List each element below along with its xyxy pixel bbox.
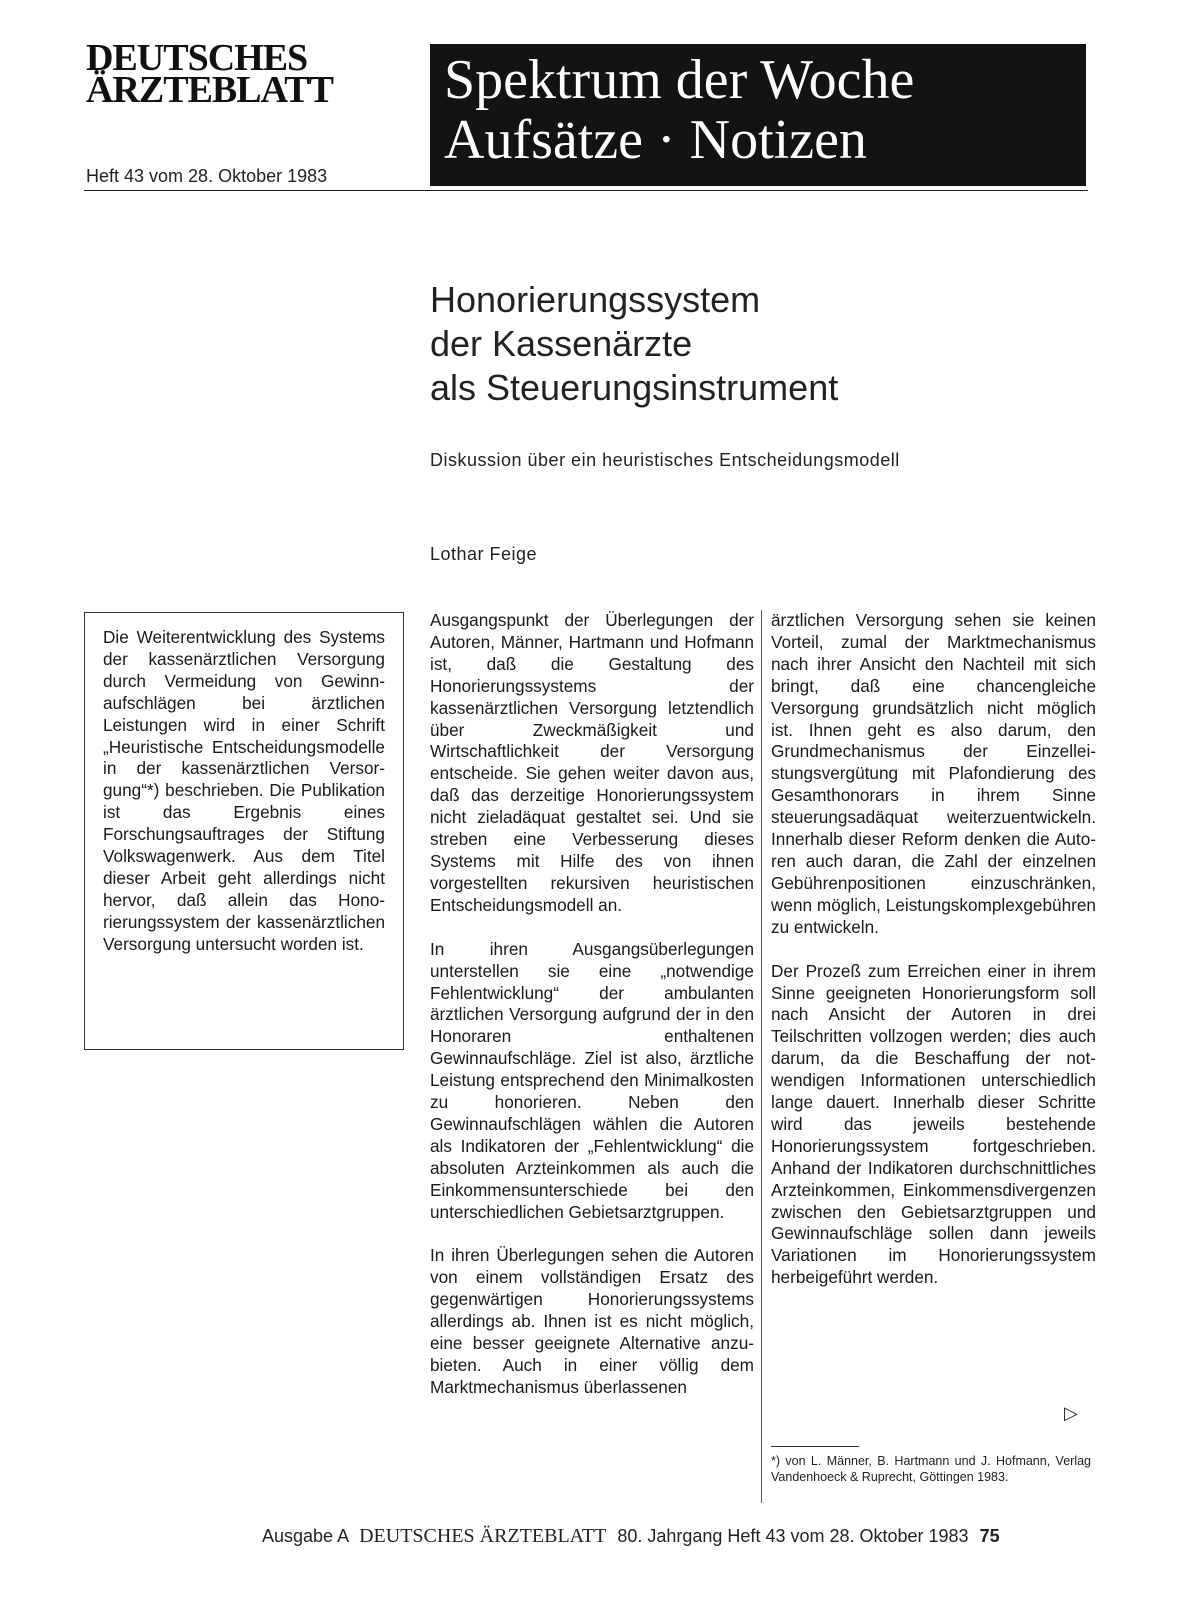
column1-paragraph-1: Ausgangspunkt der Überlegungen der Autoren, Männer, Hartmann und Hofmann ist, daß die Gestaltung des Honorierungssystems der kassenärztlichen Versorgung letztendlich über Zweckmäßigkeit und Wirtschaftlichkeit der Versorgung entscheide. Sie gehen weiter davon aus, daß das derzeitige Honorierungssystem nicht zieladäquat gestaltet sei. Und sie streben eine Verbesserung dieses Systems mit Hilfe des von ihnen vorgestellten rekursiven heuristischen Entscheidungsmodell an. [430, 610, 754, 915]
masthead-line-1: DEUTSCHES [86, 37, 308, 79]
page-footer [262, 1525, 1000, 1548]
abstract-text: Die Weiterentwicklung des Systems der kassenärztlichen Versorgung durch Vermeidung von Gewinnaufschlägen bei ärztlichen Leistungen wird in einer Schrift „Heuristische Entscheidungsmodelle in der kassenärztlichen Versorgung“*) beschrieben. Die Publikation ist das Ergebnis eines Forschungsauftrages der Stiftung Volkswagenwerk. Aus dem Titel dieser Arbeit geht allerdings nicht hervor, daß allein das Honorierungssystem der kassenärztlichen Versorgung untersucht worden ist. [103, 627, 385, 954]
abstract-box [84, 612, 404, 1050]
text-column-2 [771, 610, 1096, 1311]
column2-paragraph-1: ärztlichen Versorgung sehen sie keinen Vorteil, zumal der Marktmechanismus nach ihrer Ansicht den Nachteil mit sich bringt, daß eine chancengleiche Versorgung grundsätzlich nicht möglich ist. Ihnen geht es also darum, den Grundmechanismus der Einzelleistungsvergütung mit Plafondierung des Gesamthonorars in ihrem Sinne steuerungsadäquat weiterzuentwickeln. Innerhalb dieser Reform denken die Autoren auch daran, die Zahl der einzelnen Gebührenpositionen einzuschränken, wenn möglich, Leistungskomplexgebühren zu entwickeln. [771, 610, 1096, 937]
issue-line: Heft 43 vom 28. Oktober 1983 [86, 166, 328, 186]
column2-paragraph-2: Der Prozeß zum Erreichen einer in ihrem Sinne geeigneten Honorierungsform soll nach Ansicht der Autoren in drei Teilschritten vollzogen werden; dies auch darum, da die Beschaffung der notwendigen Informationen unterschiedlich lange dauert. Innerhalb dieser Schritte wird das jeweils bestehende Honorierungssystem fortgeschrieben. Anhand der Indikatoren durchschnittliches Arzteinkommen, Einkommensdivergenzen zwischen den Gebietsarztgruppen und Gewinnaufschläge sollen dann jeweils Variationen im Honorierungssystem herbeigeführt werden. [771, 960, 1096, 1288]
footnote-divider [771, 1446, 859, 1447]
title-line-3: als Steuerungsinstrument [430, 367, 839, 408]
journal-masthead [86, 37, 406, 111]
continue-arrow-icon: ▷ [1064, 1403, 1078, 1423]
article-subtitle: Diskussion über ein heuristisches Entscheidungsmodell [430, 450, 900, 470]
title-line-1: Honorierungssystem [430, 279, 761, 320]
column1-paragraph-3: In ihren Überlegungen sehen die Autoren von einem vollständigen Ersatz des gegenwärtigen Honorierungssystems allerdings ab. Ihnen ist es nicht möglich, eine besser geeignete Alternative anzubieten. Auch in einer völlig dem Marktmechanismus überlassenen [430, 1245, 754, 1397]
footer-edition: Ausgabe A [262, 1526, 349, 1546]
column-divider [761, 610, 762, 1503]
article-author: Lothar Feige [430, 544, 538, 564]
banner-line-2: Aufsätze · Notizen [444, 109, 867, 171]
article-title [430, 278, 838, 410]
footer-volume: 80. Jahrgang Heft 43 vom 28. Oktober 1983 [617, 1526, 969, 1546]
title-line-2: der Kassenärzte [430, 323, 693, 364]
text-column-1 [430, 610, 754, 1421]
banner-line-1: Spektrum der Woche [444, 49, 915, 111]
masthead-line-2: ÄRZTEBLATT [86, 69, 333, 111]
section-banner [430, 44, 1086, 186]
header-divider [84, 190, 1088, 191]
column1-paragraph-2: In ihren Ausgangsüberlegungen unterstellen sie eine „notwendige Fehlentwicklung“ der ambulanten ärztlichen Versorgung aufgrund der in den Honoraren enthaltenen Gewinnaufschläge. Ziel ist also, ärztliche Leistung entsprechend den Minimalkosten zu honorieren. Neben den Gewinnaufschlägen wählen die Autoren als Indikatoren der „Fehlentwicklung“ die absoluten Arzteinkommen als auch die Einkommensunterschiede bei den unterschiedlichen Gebietsarztgruppen. [430, 938, 754, 1222]
page-number: 75 [979, 1526, 1000, 1546]
footnote: *) von L. Männer, B. Hartmann und J. Hofmann, Verlag Vandenhoeck & Ruprecht, Göttingen 1983. [771, 1454, 1091, 1484]
footer-journal: DEUTSCHES ÄRZTEBLATT [359, 1525, 607, 1547]
